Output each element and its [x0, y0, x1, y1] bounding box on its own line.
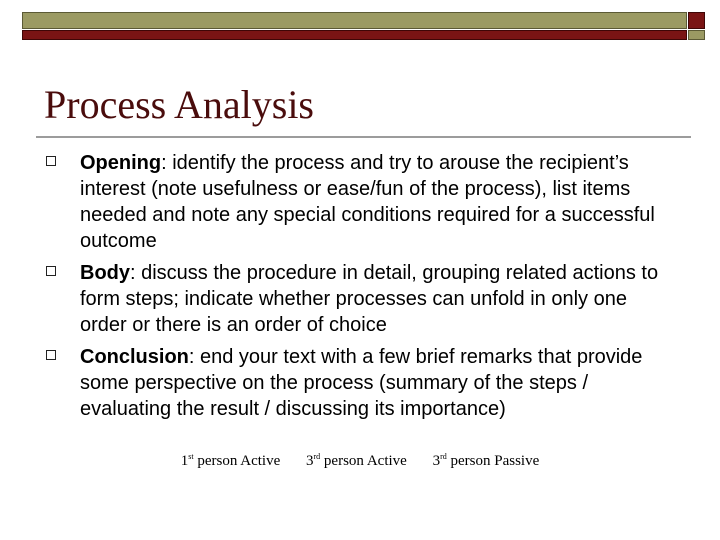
- footer-label: person Active: [193, 453, 281, 469]
- bullet-body: [44, 260, 674, 338]
- footer-num: 1: [180, 453, 189, 469]
- square-bullet-icon: [46, 156, 56, 166]
- bullet-text: : discuss the procedure in detail, grouping related actions to form steps; indicate whether processes can unfold in only one order or there is an order of choice: [80, 262, 659, 336]
- footer-num: 3: [432, 453, 441, 469]
- bullet-term: Body: [80, 262, 130, 284]
- bullet-text: : identify the process and try to arouse the recipient’s interest (note usefulness or ease/fun of the process), list items needed and note any special conditions required for a successful outcome: [80, 152, 655, 252]
- bullet-list: [44, 150, 674, 428]
- bullet-text: : end your text with a few brief remarks that provide some perspective on the process (summary of the steps / evaluating the result / discussing its importance): [80, 346, 643, 420]
- footer-item-first-active: [181, 452, 281, 470]
- footer-ordinal: st: [188, 452, 194, 461]
- square-bullet-icon: [46, 350, 56, 360]
- header-square-red: [688, 12, 705, 29]
- footer-label: person Passive: [446, 453, 540, 469]
- footer-ordinal: rd: [313, 452, 321, 461]
- footer-label: person Active: [320, 453, 407, 469]
- bullet-term: Conclusion: [80, 346, 189, 368]
- header-square-olive: [688, 30, 705, 40]
- footer-ordinal: rd: [440, 452, 447, 461]
- footer-item-third-active: [306, 452, 407, 470]
- bullet-opening: [44, 150, 674, 254]
- header-bar-red: [22, 30, 687, 40]
- bullet-term: Opening: [80, 152, 162, 174]
- header-bar-olive: [22, 12, 687, 29]
- square-bullet-icon: [46, 266, 56, 276]
- title-divider: [36, 136, 691, 138]
- footer-item-third-passive: [433, 452, 540, 470]
- bullet-conclusion: [44, 344, 674, 422]
- footer-num: 3: [306, 453, 314, 469]
- slide-title: Process Analysis: [44, 82, 314, 127]
- footer-person-voice-row: [0, 452, 720, 470]
